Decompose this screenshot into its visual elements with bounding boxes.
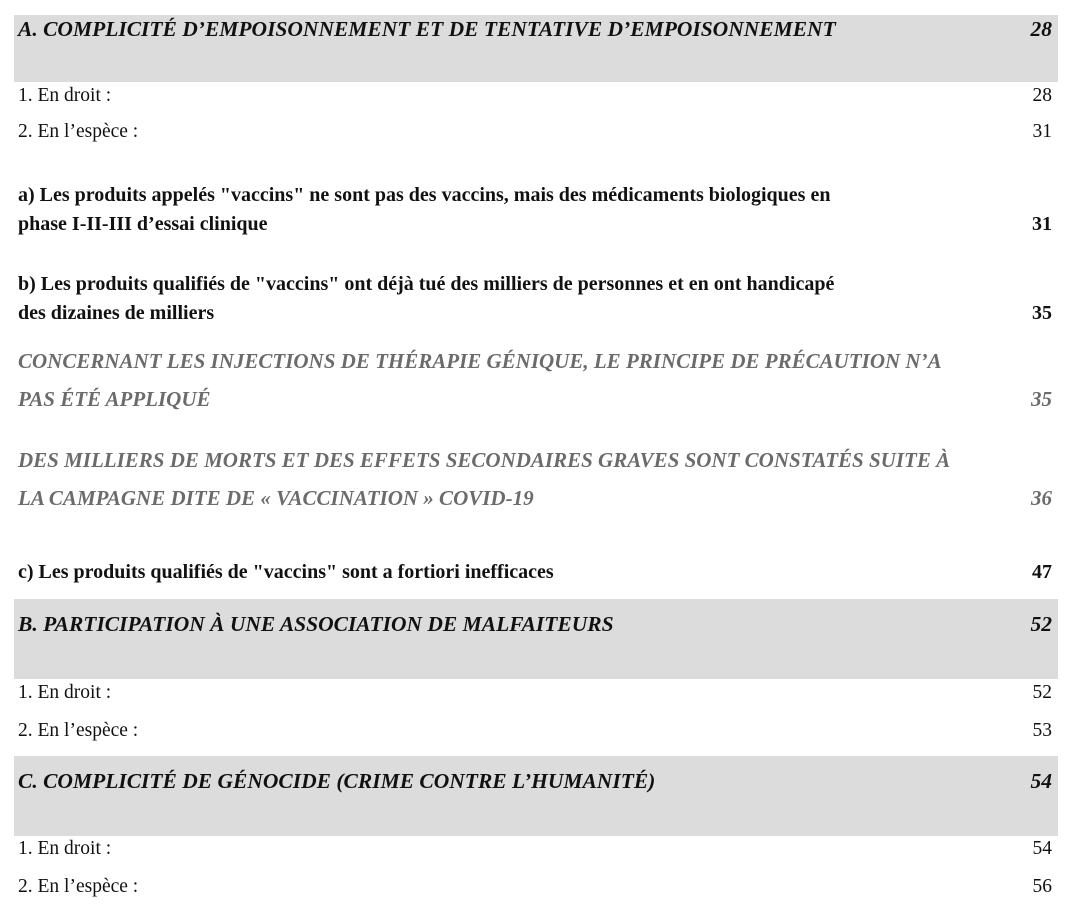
section-b-page-number: 52 xyxy=(1030,612,1052,636)
section-b-item-en-droit[interactable]: 1. En droit : xyxy=(18,682,112,703)
heading-milliers-morts-page: 36 xyxy=(1031,486,1052,510)
section-c-item-en-espece[interactable]: 2. En l’espèce : xyxy=(18,876,139,897)
subsection-b-page-number: 35 xyxy=(1032,302,1052,324)
subsection-a-line1: a) Les produits appelés "vaccins" ne sont pas des vaccins, mais des médicaments biologiques en xyxy=(18,184,831,206)
heading-principe-precaution-line1: CONCERNANT LES INJECTIONS DE THÉRAPIE GÉNIQUE, LE PRINCIPE DE PRÉCAUTION N’A xyxy=(18,349,942,373)
section-a-item-en-droit[interactable]: 1. En droit : xyxy=(18,85,112,106)
subsection-b-entry[interactable] xyxy=(18,270,1048,328)
section-b-title[interactable]: B. PARTICIPATION À UNE ASSOCIATION DE MALFAITEURS xyxy=(18,612,614,636)
heading-principe-precaution[interactable] xyxy=(18,342,1048,418)
heading-milliers-morts-line2: LA CAMPAGNE DITE DE « VACCINATION » COVID-19 xyxy=(18,486,534,510)
subsection-b-line1: b) Les produits qualifiés de "vaccins" ont déjà tué des milliers de personnes et en ont handicapé xyxy=(18,273,835,295)
heading-principe-precaution-page: 35 xyxy=(1031,387,1052,411)
section-c-item-en-droit-page: 54 xyxy=(1032,838,1052,859)
heading-milliers-morts-line1: DES MILLIERS DE MORTS ET DES EFFETS SECONDAIRES GRAVES SONT CONSTATÉS SUITE À xyxy=(18,448,951,472)
subsection-b-line2: des dizaines de milliers xyxy=(18,302,215,324)
section-a-title[interactable]: A. COMPLICITÉ D’EMPOISONNEMENT ET DE TENTATIVE D’EMPOISONNEMENT xyxy=(18,17,836,41)
subsection-a-page-number: 31 xyxy=(1032,213,1052,235)
subsection-a-entry[interactable] xyxy=(18,181,1048,239)
heading-milliers-morts[interactable] xyxy=(18,441,1048,517)
section-c-item-en-espece-page: 56 xyxy=(1032,876,1052,897)
section-a-item-en-espece-page: 31 xyxy=(1032,121,1052,142)
subsection-a-line2: phase I-II-III d’essai clinique xyxy=(18,213,268,235)
subsection-c-page-number: 47 xyxy=(1032,561,1052,583)
section-c-page-number: 54 xyxy=(1030,769,1052,793)
section-b-item-en-espece[interactable]: 2. En l’espèce : xyxy=(18,720,139,741)
section-a-item-en-espece[interactable]: 2. En l’espèce : xyxy=(18,121,139,142)
subsection-c-entry[interactable]: c) Les produits qualifiés de "vaccins" sont a fortiori inefficaces xyxy=(18,561,554,583)
section-a-page-number: 28 xyxy=(1030,17,1052,41)
section-b-item-en-espece-page: 53 xyxy=(1032,720,1052,741)
section-c-title[interactable]: C. COMPLICITÉ DE GÉNOCIDE (CRIME CONTRE L’HUMANITÉ) xyxy=(18,769,656,793)
section-a-item-en-droit-page: 28 xyxy=(1032,85,1052,106)
section-c-item-en-droit[interactable]: 1. En droit : xyxy=(18,838,112,859)
section-b-item-en-droit-page: 52 xyxy=(1032,682,1052,703)
heading-principe-precaution-line2: PAS ÉTÉ APPLIQUÉ xyxy=(18,387,211,411)
